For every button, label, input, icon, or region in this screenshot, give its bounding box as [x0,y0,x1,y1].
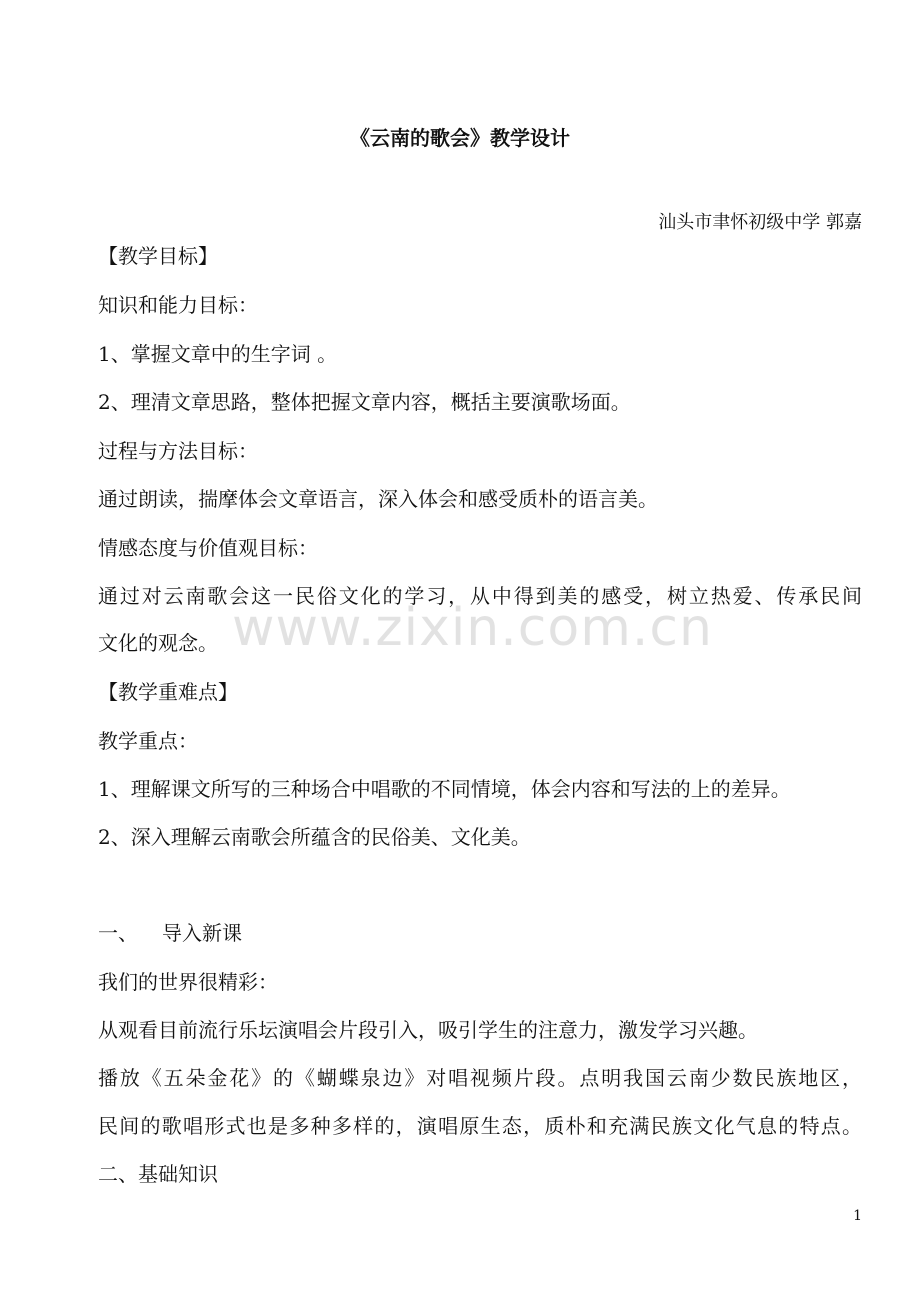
part-1-line-4: 民间的歌唱形式也是多种多样的，演唱原生态，质朴和充满民族文化气息的特点。 [98,1114,862,1138]
page-number: 1 [853,1208,862,1224]
knowledge-item-1: 1、掌握文章中的生字词 。 [98,342,338,366]
key-points-subheading: 教学重点： [98,729,198,753]
process-item-1: 通过朗读，揣摩体会文章语言，深入体会和感受质朴的语言美。 [98,487,658,511]
key-points-heading: 【教学重难点】 [98,680,238,704]
part-1-line-1: 我们的世界很精彩： [98,970,278,994]
part-2-heading: 二、基础知识 [98,1162,218,1186]
goals-heading: 【教学目标】 [98,244,218,268]
emotion-heading: 情感态度与价值观目标： [98,536,318,560]
part-1-number: 一、 [98,921,138,945]
key-point-2: 2、深入理解云南歌会所蕴含的民俗美、文化美。 [98,825,531,849]
emotion-item-line-2: 文化的观念。 [98,631,218,655]
knowledge-item-2: 2、理清文章思路，整体把握文章内容，概括主要演歌场面。 [98,390,631,414]
emotion-item-line-1: 通过对云南歌会这一民俗文化的学习，从中得到美的感受，树立热爱、传承民间 [98,584,862,608]
part-1-title: 导入新课 [162,921,242,945]
author-line: 汕头市聿怀初级中学 郭嘉 [658,212,862,233]
part-1-heading [98,918,242,948]
knowledge-heading: 知识和能力目标： [98,293,258,317]
key-point-1: 1、理解课文所写的三种场合中唱歌的不同情境，体会内容和写法的上的差异。 [98,777,791,801]
process-heading: 过程与方法目标： [98,439,258,463]
part-1-line-3: 播放《五朵金花》的《蝴蝶泉边》对唱视频片段。点明我国云南少数民族地区， [98,1066,862,1090]
watermark: www.zixin.com.cn [232,598,713,658]
part-1-line-2: 从观看目前流行乐坛演唱会片段引入，吸引学生的注意力，激发学习兴趣。 [98,1018,758,1042]
document-title: 《云南的歌会》教学设计 [350,126,570,150]
